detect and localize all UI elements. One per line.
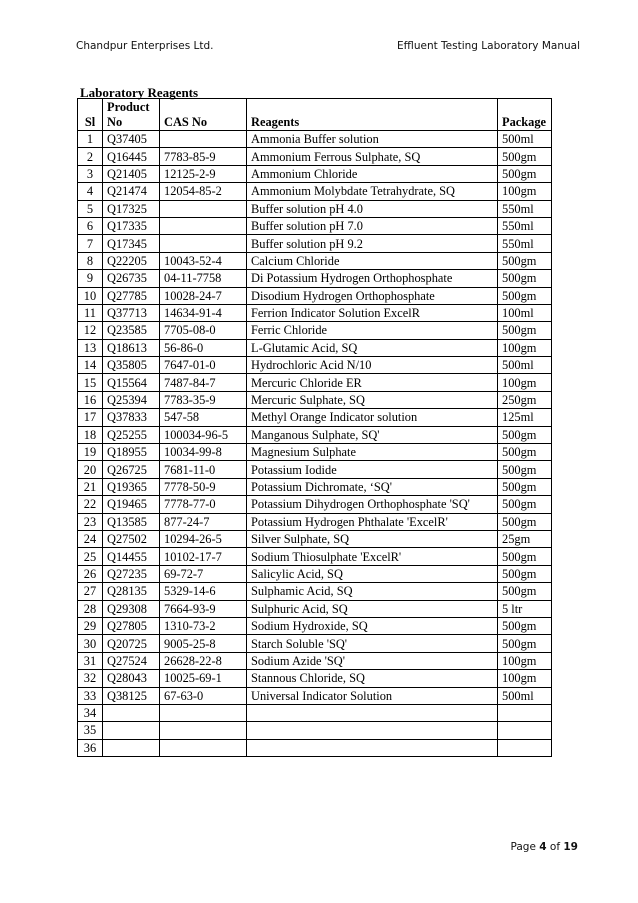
cell-reagent: Buffer solution pH 4.0	[247, 200, 498, 217]
cell-product-no: Q28043	[103, 670, 160, 687]
section-title: Laboratory Reagents	[80, 85, 199, 100]
table-row	[78, 183, 552, 200]
cell-reagent: Stannous Chloride, SQ	[247, 670, 498, 687]
cell-package: 500gm	[498, 165, 552, 182]
table-row	[78, 687, 552, 704]
cell-reagent: Ammonium Molybdate Tetrahydrate, SQ	[247, 183, 498, 200]
cell-reagent: Potassium Iodide	[247, 461, 498, 478]
cell-product-no: Q19465	[103, 496, 160, 513]
cell-package: 125ml	[498, 409, 552, 426]
company-name: Chandpur Enterprises Ltd.	[76, 40, 214, 52]
cell-package	[498, 722, 552, 739]
cell-cas-no: 5329-14-6	[160, 583, 247, 600]
table-row	[78, 409, 552, 426]
table-row	[78, 252, 552, 269]
table-row	[78, 270, 552, 287]
cell-sl: 23	[78, 513, 103, 530]
cell-package: 100gm	[498, 183, 552, 200]
cell-cas-no: 69-72-7	[160, 565, 247, 582]
cell-sl: 1	[78, 131, 103, 148]
table-row	[78, 461, 552, 478]
cell-package: 5 ltr	[498, 600, 552, 617]
cell-sl: 18	[78, 426, 103, 443]
page-word: Page	[510, 841, 536, 853]
cell-package: 500gm	[498, 583, 552, 600]
cell-sl: 9	[78, 270, 103, 287]
cell-sl: 22	[78, 496, 103, 513]
page-footer	[510, 841, 578, 853]
table-row	[78, 357, 552, 374]
column-header-cas-no: CAS No	[160, 99, 247, 131]
cell-cas-no	[160, 722, 247, 739]
cell-cas-no: 7705-08-0	[160, 322, 247, 339]
cell-product-no: Q14455	[103, 548, 160, 565]
cell-cas-no: 7681-11-0	[160, 461, 247, 478]
cell-cas-no: 10043-52-4	[160, 252, 247, 269]
cell-cas-no: 7778-50-9	[160, 478, 247, 495]
cell-cas-no: 7647-01-0	[160, 357, 247, 374]
cell-sl: 14	[78, 357, 103, 374]
column-header-reagents: Reagents	[247, 99, 498, 131]
table-row	[78, 391, 552, 408]
cell-product-no: Q17325	[103, 200, 160, 217]
cell-package: 500gm	[498, 461, 552, 478]
cell-cas-no: 877-24-7	[160, 513, 247, 530]
cell-package: 500gm	[498, 252, 552, 269]
cell-product-no: Q38125	[103, 687, 160, 704]
cell-cas-no: 14634-91-4	[160, 304, 247, 321]
cell-sl: 31	[78, 652, 103, 669]
cell-reagent: Sodium Azide 'SQ'	[247, 652, 498, 669]
cell-package: 500gm	[498, 426, 552, 443]
cell-reagent: Sodium Thiosulphate 'ExcelR'	[247, 548, 498, 565]
cell-package: 500gm	[498, 148, 552, 165]
cell-cas-no: 7778-77-0	[160, 496, 247, 513]
cell-reagent: Magnesium Sulphate	[247, 444, 498, 461]
cell-reagent	[247, 739, 498, 756]
cell-product-no	[103, 739, 160, 756]
cell-reagent: Silver Sulphate, SQ	[247, 530, 498, 547]
page-total: 19	[563, 841, 578, 853]
cell-cas-no: 10102-17-7	[160, 548, 247, 565]
cell-package: 250gm	[498, 391, 552, 408]
cell-product-no: Q15564	[103, 374, 160, 391]
cell-product-no: Q27502	[103, 530, 160, 547]
cell-reagent: L-Glutamic Acid, SQ	[247, 339, 498, 356]
cell-product-no: Q20725	[103, 635, 160, 652]
cell-product-no: Q37833	[103, 409, 160, 426]
cell-product-no	[103, 704, 160, 721]
cell-cas-no: 547-58	[160, 409, 247, 426]
cell-sl: 36	[78, 739, 103, 756]
cell-sl: 30	[78, 635, 103, 652]
cell-product-no: Q18613	[103, 339, 160, 356]
cell-package: 500ml	[498, 687, 552, 704]
cell-cas-no: 7487-84-7	[160, 374, 247, 391]
cell-cas-no: 7664-93-9	[160, 600, 247, 617]
cell-package: 100gm	[498, 652, 552, 669]
table-row	[78, 704, 552, 721]
cell-package: 500gm	[498, 270, 552, 287]
cell-product-no: Q27785	[103, 287, 160, 304]
cell-sl: 33	[78, 687, 103, 704]
cell-reagent: Sodium Hydroxide, SQ	[247, 617, 498, 634]
table-row	[78, 548, 552, 565]
cell-package: 100ml	[498, 304, 552, 321]
cell-product-no: Q21405	[103, 165, 160, 182]
table-row	[78, 287, 552, 304]
cell-sl: 16	[78, 391, 103, 408]
table-row	[78, 617, 552, 634]
cell-sl: 17	[78, 409, 103, 426]
cell-sl: 11	[78, 304, 103, 321]
cell-package: 500gm	[498, 444, 552, 461]
cell-reagent: Potassium Dichromate, ‘SQ'	[247, 478, 498, 495]
cell-package: 550ml	[498, 200, 552, 217]
table-row	[78, 600, 552, 617]
cell-reagent: Salicylic Acid, SQ	[247, 565, 498, 582]
cell-cas-no	[160, 704, 247, 721]
cell-product-no: Q22205	[103, 252, 160, 269]
table-row	[78, 131, 552, 148]
cell-sl: 5	[78, 200, 103, 217]
table-row	[78, 235, 552, 252]
cell-sl: 24	[78, 530, 103, 547]
column-header-package: Package	[498, 99, 552, 131]
table-body	[78, 131, 552, 757]
cell-package: 500gm	[498, 635, 552, 652]
cell-cas-no: 04-11-7758	[160, 270, 247, 287]
table-row	[78, 565, 552, 582]
cell-sl: 6	[78, 217, 103, 234]
table-row	[78, 513, 552, 530]
cell-reagent: Starch Soluble 'SQ'	[247, 635, 498, 652]
cell-sl: 15	[78, 374, 103, 391]
cell-reagent: Potassium Dihydrogen Orthophosphate 'SQ'	[247, 496, 498, 513]
cell-product-no: Q27524	[103, 652, 160, 669]
page-number: 4	[539, 841, 547, 853]
cell-cas-no: 26628-22-8	[160, 652, 247, 669]
cell-sl: 8	[78, 252, 103, 269]
cell-package: 500ml	[498, 357, 552, 374]
cell-cas-no	[160, 131, 247, 148]
cell-cas-no: 10294-26-5	[160, 530, 247, 547]
cell-sl: 29	[78, 617, 103, 634]
cell-product-no	[103, 722, 160, 739]
cell-product-no: Q19365	[103, 478, 160, 495]
table-row	[78, 652, 552, 669]
cell-cas-no: 100034-96-5	[160, 426, 247, 443]
table-row	[78, 530, 552, 547]
table-row	[78, 217, 552, 234]
cell-product-no: Q17345	[103, 235, 160, 252]
table-row	[78, 200, 552, 217]
cell-product-no: Q18955	[103, 444, 160, 461]
cell-sl: 32	[78, 670, 103, 687]
cell-cas-no	[160, 739, 247, 756]
cell-product-no: Q37405	[103, 131, 160, 148]
cell-reagent: Hydrochloric Acid N/10	[247, 357, 498, 374]
table-row	[78, 635, 552, 652]
table-row	[78, 583, 552, 600]
cell-reagent: Ferric Chloride	[247, 322, 498, 339]
cell-product-no: Q13585	[103, 513, 160, 530]
cell-sl: 2	[78, 148, 103, 165]
cell-product-no: Q27235	[103, 565, 160, 582]
table-row	[78, 426, 552, 443]
table-row	[78, 478, 552, 495]
cell-reagent: Ammonium Chloride	[247, 165, 498, 182]
cell-sl: 26	[78, 565, 103, 582]
cell-package: 550ml	[498, 217, 552, 234]
table-header-row	[78, 99, 552, 131]
table-row	[78, 322, 552, 339]
cell-sl: 12	[78, 322, 103, 339]
cell-reagent: Potassium Hydrogen Phthalate 'ExcelR'	[247, 513, 498, 530]
cell-sl: 7	[78, 235, 103, 252]
table-row	[78, 739, 552, 756]
cell-reagent: Ammonium Ferrous Sulphate, SQ	[247, 148, 498, 165]
cell-sl: 13	[78, 339, 103, 356]
cell-reagent: Di Potassium Hydrogen Orthophosphate	[247, 270, 498, 287]
cell-package: 500gm	[498, 548, 552, 565]
cell-package: 100gm	[498, 339, 552, 356]
cell-sl: 27	[78, 583, 103, 600]
cell-package: 550ml	[498, 235, 552, 252]
cell-sl: 35	[78, 722, 103, 739]
cell-package	[498, 739, 552, 756]
cell-product-no: Q26725	[103, 461, 160, 478]
cell-product-no: Q26735	[103, 270, 160, 287]
cell-package	[498, 704, 552, 721]
cell-package: 500gm	[498, 617, 552, 634]
cell-reagent: Manganous Sulphate, SQ'	[247, 426, 498, 443]
cell-sl: 25	[78, 548, 103, 565]
cell-package: 500ml	[498, 131, 552, 148]
cell-product-no: Q28135	[103, 583, 160, 600]
cell-sl: 34	[78, 704, 103, 721]
cell-cas-no: 56-86-0	[160, 339, 247, 356]
cell-package: 100gm	[498, 374, 552, 391]
table-row	[78, 148, 552, 165]
cell-cas-no	[160, 200, 247, 217]
cell-cas-no: 10025-69-1	[160, 670, 247, 687]
cell-cas-no: 7783-35-9	[160, 391, 247, 408]
cell-cas-no: 10028-24-7	[160, 287, 247, 304]
cell-reagent: Sulphamic Acid, SQ	[247, 583, 498, 600]
cell-reagent: Buffer solution pH 7.0	[247, 217, 498, 234]
cell-reagent: Universal Indicator Solution	[247, 687, 498, 704]
cell-sl: 10	[78, 287, 103, 304]
cell-package: 25gm	[498, 530, 552, 547]
cell-product-no: Q25255	[103, 426, 160, 443]
cell-product-no: Q23585	[103, 322, 160, 339]
table-row	[78, 304, 552, 321]
cell-cas-no	[160, 217, 247, 234]
table-row	[78, 670, 552, 687]
cell-package: 500gm	[498, 322, 552, 339]
cell-product-no: Q37713	[103, 304, 160, 321]
page-header	[76, 40, 580, 52]
cell-sl: 28	[78, 600, 103, 617]
cell-reagent: Mercuric Chloride ER	[247, 374, 498, 391]
manual-title: Effluent Testing Laboratory Manual	[397, 40, 580, 52]
cell-product-no: Q35805	[103, 357, 160, 374]
cell-reagent: Ammonia Buffer solution	[247, 131, 498, 148]
cell-cas-no	[160, 235, 247, 252]
cell-reagent: Disodium Hydrogen Orthophosphate	[247, 287, 498, 304]
cell-product-no: Q25394	[103, 391, 160, 408]
cell-product-no: Q29308	[103, 600, 160, 617]
cell-package: 500gm	[498, 287, 552, 304]
cell-cas-no: 12054-85-2	[160, 183, 247, 200]
cell-cas-no: 1310-73-2	[160, 617, 247, 634]
table-row	[78, 165, 552, 182]
cell-cas-no: 9005-25-8	[160, 635, 247, 652]
cell-sl: 20	[78, 461, 103, 478]
reagents-table	[77, 98, 552, 757]
cell-product-no: Q27805	[103, 617, 160, 634]
cell-package: 500gm	[498, 478, 552, 495]
cell-package: 500gm	[498, 565, 552, 582]
table-row	[78, 444, 552, 461]
cell-package: 500gm	[498, 513, 552, 530]
of-word: of	[549, 841, 561, 853]
column-header-sl: Sl	[78, 99, 103, 131]
cell-cas-no: 67-63-0	[160, 687, 247, 704]
table-row	[78, 496, 552, 513]
cell-reagent	[247, 704, 498, 721]
table-row	[78, 722, 552, 739]
cell-sl: 21	[78, 478, 103, 495]
cell-product-no: Q17335	[103, 217, 160, 234]
cell-cas-no: 10034-99-8	[160, 444, 247, 461]
cell-cas-no: 7783-85-9	[160, 148, 247, 165]
cell-reagent: Ferrion Indicator Solution ExcelR	[247, 304, 498, 321]
table-row	[78, 374, 552, 391]
cell-sl: 19	[78, 444, 103, 461]
cell-product-no: Q21474	[103, 183, 160, 200]
cell-package: 100gm	[498, 670, 552, 687]
cell-sl: 4	[78, 183, 103, 200]
cell-reagent: Buffer solution pH 9.2	[247, 235, 498, 252]
cell-reagent: Mercuric Sulphate, SQ	[247, 391, 498, 408]
table-row	[78, 339, 552, 356]
cell-reagent	[247, 722, 498, 739]
cell-cas-no: 12125-2-9	[160, 165, 247, 182]
cell-reagent: Calcium Chloride	[247, 252, 498, 269]
cell-reagent: Sulphuric Acid, SQ	[247, 600, 498, 617]
cell-reagent: Methyl Orange Indicator solution	[247, 409, 498, 426]
column-header-product-no: Product No	[103, 99, 160, 131]
cell-sl: 3	[78, 165, 103, 182]
cell-product-no: Q16445	[103, 148, 160, 165]
cell-package: 500gm	[498, 496, 552, 513]
